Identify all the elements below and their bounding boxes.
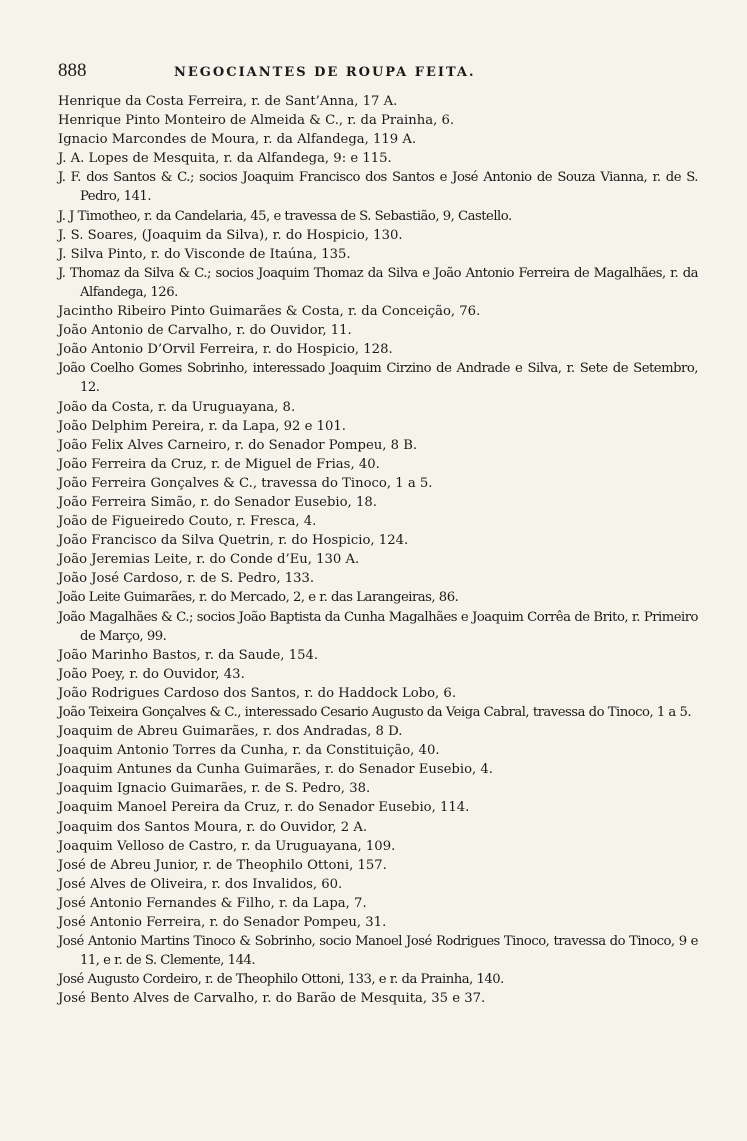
- merchant-entry: Henrique da Costa Ferreira, r. de Sant’Anna, 17 A.: [58, 94, 398, 109]
- merchant-entry: Joaquim dos Santos Moura, r. do Ouvidor, 2 A.: [58, 819, 368, 835]
- merchant-entry: João de Figueiredo Couto, r. Fresca, 4.: [58, 514, 317, 530]
- merchant-entry: Ignacio Marcondes de Moura, r. da Alfandega, 119 A.: [58, 132, 417, 148]
- merchant-entry: Joaquim Ignacio Guimarães, r. de S. Pedro, 38.: [58, 781, 371, 797]
- page-number: 888: [58, 60, 87, 81]
- merchant-entry: João Felix Alves Carneiro, r. do Senador Pompeu, 8 B.: [58, 437, 418, 453]
- merchant-entry: Joaquim Antunes da Cunha Guimarães, r. do Senador Eusebio, 4.: [58, 762, 493, 778]
- merchant-entry: João da Costa, r. da Uruguayana, 8.: [58, 399, 296, 415]
- page-header: [58, 60, 698, 86]
- merchant-entry: Jacintho Ribeiro Pinto Guimarães & Costa, r. da Conceição, 76.: [58, 304, 481, 320]
- merchant-entry: J. J Timotheo, r. da Candelaria, 45, e travessa de S. Sebastião, 9, Castello.: [58, 208, 512, 224]
- running-head: NEGOCIANTES DE ROUPA FEITA.: [174, 65, 476, 80]
- merchant-list: [58, 92, 698, 1009]
- merchant-entry: José Bento Alves de Carvalho, r. do Barão de Mesquita, 35 e 37.: [58, 991, 486, 1007]
- merchant-entry: Joaquim Velloso de Castro, r. da Uruguayana, 109.: [58, 838, 396, 854]
- merchant-entry: J. F. dos Santos & C.; socios Joaquim Francisco dos Santos e José Antonio de Souza Vianna, r. de S. Pedro, 141.: [58, 170, 698, 205]
- merchant-entry: João Jeremias Leite, r. do Conde d’Eu, 130 A.: [58, 552, 360, 568]
- merchant-entry: João Delphim Pereira, r. da Lapa, 92 e 101.: [58, 418, 346, 434]
- merchant-entry: José Augusto Cordeiro, r. de Theophilo Ottoni, 133, e r. da Prainha, 140.: [58, 972, 504, 988]
- merchant-entry: João Antonio D’Orvil Ferreira, r. do Hospicio, 128.: [58, 342, 393, 358]
- merchant-entry: João Ferreira Gonçalves & C., travessa do Tinoco, 1 a 5.: [58, 475, 433, 491]
- merchant-entry: J. A. Lopes de Mesquita, r. da Alfandega, 9: e 115.: [58, 151, 392, 167]
- merchant-entry: José Antonio Martins Tinoco & Sobrinho, socio Manoel José Rodrigues Tinoco, travessa do Tinoco, 9 e 11, e r. de S. Clemente, 144.: [58, 934, 698, 969]
- merchant-entry: João José Cardoso, r. de S. Pedro, 133.: [58, 571, 315, 587]
- merchant-entry: Joaquim Antonio Torres da Cunha, r. da Constituição, 40.: [58, 743, 440, 759]
- merchant-entry: João Leite Guimarães, r. do Mercado, 2, e r. das Larangeiras, 86.: [58, 590, 459, 606]
- merchant-entry: João Antonio de Carvalho, r. do Ouvidor, 11.: [58, 323, 352, 339]
- merchant-entry: Joaquim Manoel Pereira da Cruz, r. do Senador Eusebio, 114.: [58, 800, 470, 816]
- merchant-entry: José Alves de Oliveira, r. dos Invalidos, 60.: [58, 876, 343, 892]
- merchant-entry: João Marinho Bastos, r. da Saude, 154.: [58, 647, 319, 663]
- merchant-entry: João Francisco da Silva Quetrin, r. do Hospicio, 124.: [58, 533, 409, 549]
- merchant-entry: J. Thomaz da Silva & C.; socios Joaquim Thomaz da Silva e João Antonio Ferreira de Magalhães, r. da Alfandega, 126.: [58, 265, 698, 300]
- merchant-entry: João Ferreira Simão, r. do Senador Eusebio, 18.: [58, 494, 377, 510]
- merchant-entry: João Teixeira Gonçalves & C., interessado Cesario Augusto da Veiga Cabral, travessa do Tinoco, 1 a 5.: [58, 705, 692, 720]
- merchant-entry: Joaquim de Abreu Guimarães, r. dos Andradas, 8 D.: [58, 724, 403, 740]
- merchant-entry: João Poey, r. do Ouvidor, 43.: [58, 666, 245, 682]
- merchant-entry: José Antonio Fernandes & Filho, r. da Lapa, 7.: [58, 895, 367, 911]
- merchant-entry: João Rodrigues Cardoso dos Santos, r. do Haddock Lobo, 6.: [58, 685, 457, 701]
- merchant-entry: Henrique Pinto Monteiro de Almeida & C., r. da Prainha, 6.: [58, 113, 455, 129]
- merchant-entry: José Antonio Ferreira, r. do Senador Pompeu, 31.: [58, 915, 387, 931]
- directory-page: [58, 60, 698, 1009]
- merchant-entry: João Ferreira da Cruz, r. de Miguel de Frias, 40.: [58, 456, 380, 472]
- merchant-entry: João Magalhães & C.; socios João Baptista da Cunha Magalhães e Joaquim Corrêa de Brito, r. Primeiro de Março, 99.: [58, 609, 698, 644]
- merchant-entry: João Coelho Gomes Sobrinho, interessado Joaquim Cirzino de Andrade e Silva, r. Sete de Setembro, 12.: [58, 361, 698, 396]
- merchant-entry: J. Silva Pinto, r. do Visconde de Itaúna, 135.: [58, 246, 351, 262]
- merchant-entry: J. S. Soares, (Joaquim da Silva), r. do Hospicio, 130.: [58, 227, 403, 243]
- merchant-entry: José de Abreu Junior, r. de Theophilo Ottoni, 157.: [58, 857, 387, 873]
